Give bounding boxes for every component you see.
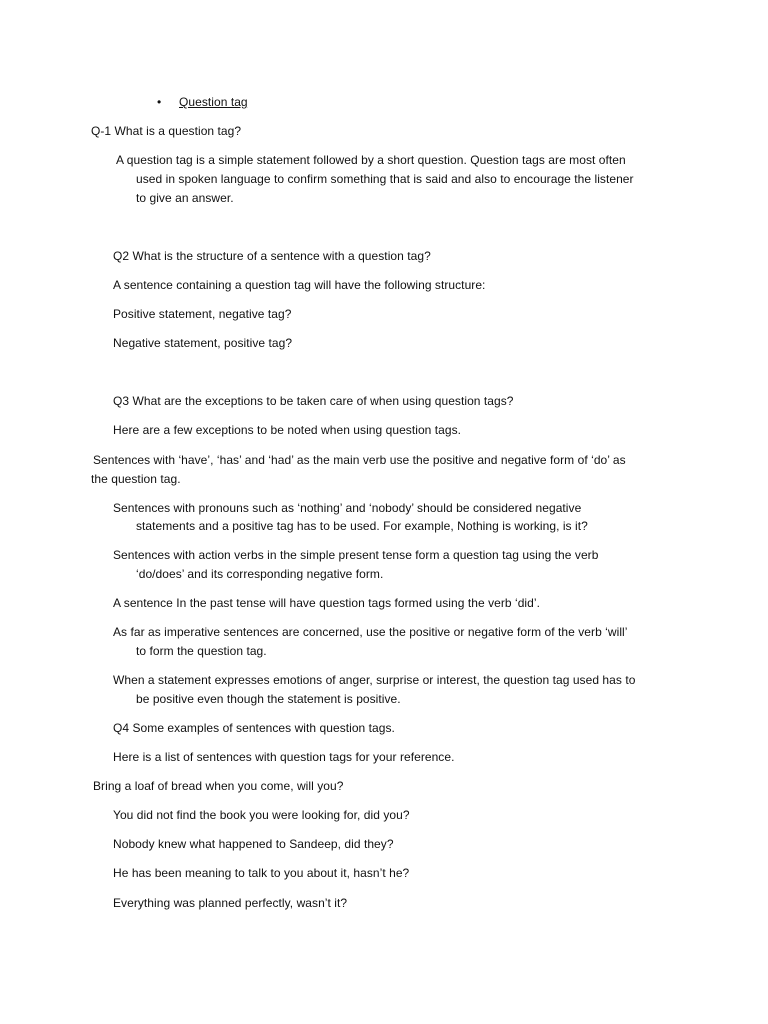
q4-example: Everything was planned perfectly, wasn’t it?	[113, 896, 348, 910]
q2-item: Negative statement, positive tag?	[113, 336, 293, 350]
q3-exception-line: When a statement expresses emotions of anger, surprise or interest, the question tag used has to	[113, 673, 636, 687]
q3-exception-line: statements and a positive tag has to be used. For example, Nothing is working, is it?	[136, 519, 588, 533]
q1-answer-line-2: used in spoken language to confirm something that is said and also to encourage the listener	[136, 172, 634, 186]
q3-exception-line: ‘do/does’ and its corresponding negative form.	[136, 567, 384, 581]
q1-answer-line-1: A question tag is a simple statement followed by a short question. Question tags are most often	[116, 153, 626, 167]
q4-example: Nobody knew what happened to Sandeep, did they?	[113, 837, 394, 851]
q3-exception-line: Sentences with action verbs in the simple present tense form a question tag using the verb	[113, 548, 599, 562]
q3-exception-line: the question tag.	[91, 472, 181, 486]
q3-exception-line: Sentences with ‘have’, ‘has’ and ‘had’ as the main verb use the positive and negative form of ‘do’ as	[93, 453, 626, 467]
q1-question: Q-1 What is a question tag?	[91, 124, 242, 138]
q3-exception-line: A sentence In the past tense will have question tags formed using the verb ‘did’.	[113, 596, 540, 610]
section-heading: Question tag	[179, 95, 248, 109]
q3-exception-line: to form the question tag.	[136, 644, 267, 658]
q4-intro: Here is a list of sentences with question tags for your reference.	[113, 750, 455, 764]
q3-exception-line: Sentences with pronouns such as ‘nothing’ and ‘nobody’ should be considered negative	[113, 501, 582, 515]
q4-example: He has been meaning to talk to you about it, hasn’t he?	[113, 866, 410, 880]
bullet-point: •	[157, 95, 162, 109]
q3-question: Q3 What are the exceptions to be taken care of when using question tags?	[113, 394, 514, 408]
q2-item: Positive statement, negative tag?	[113, 307, 292, 321]
q2-intro: A sentence containing a question tag will have the following structure:	[113, 278, 486, 292]
q1-answer-line-3: to give an answer.	[136, 191, 234, 205]
q3-intro: Here are a few exceptions to be noted when using question tags.	[113, 423, 462, 437]
q4-example: Bring a loaf of bread when you come, will you?	[93, 779, 344, 793]
q2-question: Q2 What is the structure of a sentence with a question tag?	[113, 249, 431, 263]
q3-exception-line: be positive even though the statement is positive.	[136, 692, 401, 706]
q4-example: You did not find the book you were looking for, did you?	[113, 808, 410, 822]
q4-question: Q4 Some examples of sentences with question tags.	[113, 721, 395, 735]
q3-exception-line: As far as imperative sentences are concerned, use the positive or negative form of the verb ‘will’	[113, 625, 628, 639]
